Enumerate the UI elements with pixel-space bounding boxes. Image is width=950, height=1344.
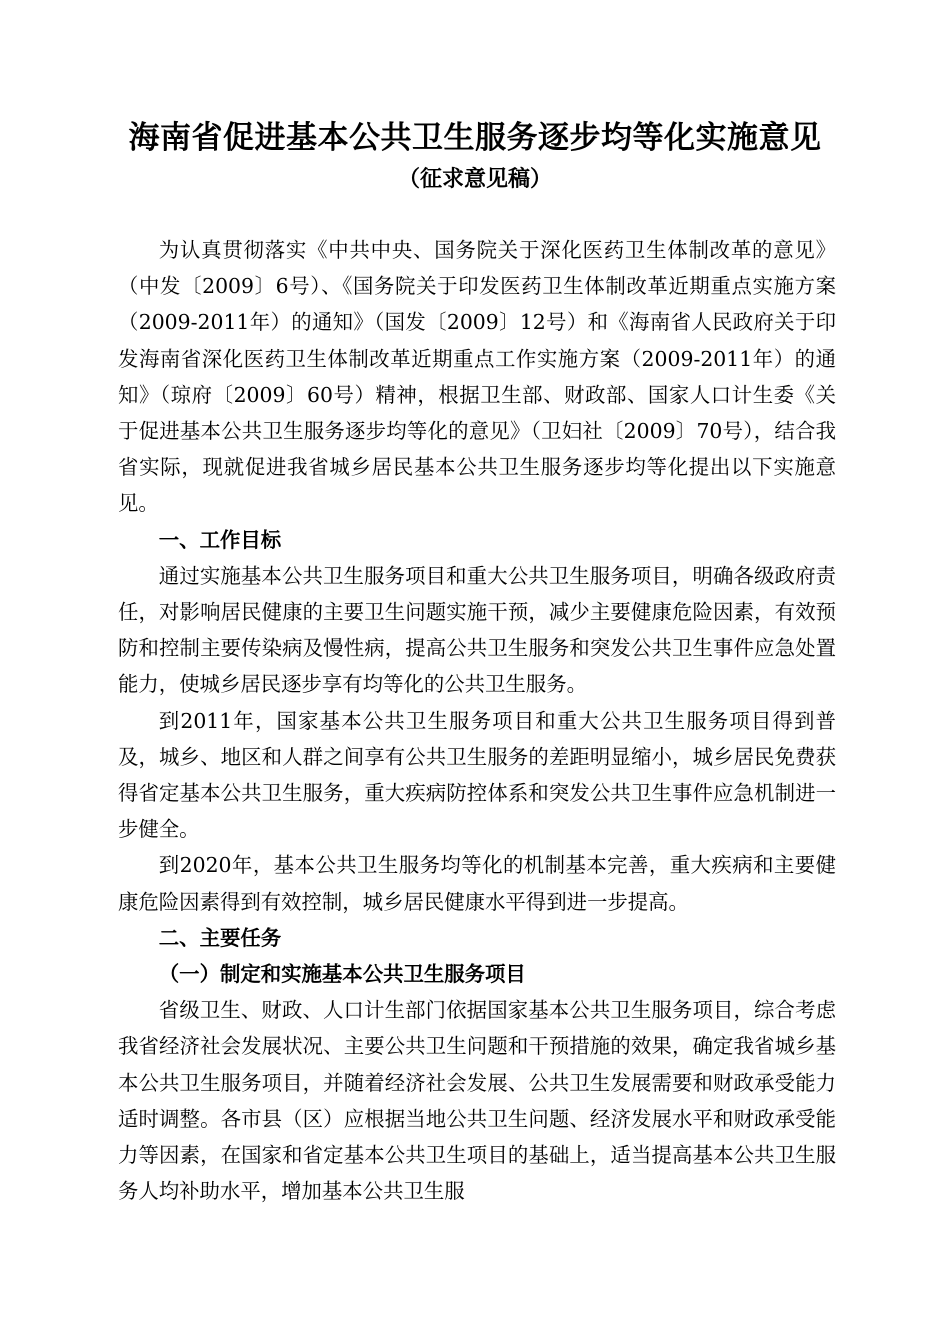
subsection-heading-1: （一）制定和实施基本公共卫生服务项目: [158, 962, 526, 987]
goal-paragraph-3: 到2020年，基本公共卫生服务均等化的机制基本完善，重大疾病和主要健康危险因素得到有效控制，城乡居民健康水平得到进一步提高。: [118, 853, 836, 914]
intro-paragraph: 为认真贯彻落实《中共中央、国务院关于深化医药卫生体制改革的意见》（中发〔2009〕6号）、《国务院关于印发医药卫生体制改革近期重点实施方案（2009-2011年）的通知》（国发〔2009〕12号）和《海南省人民政府关于印发海南省深化医药卫生体制改革近期重点工作实施方案（2009-2011年）的通知》（琼府〔2009〕60号）精神，根据卫生部、财政部、国家人口计生委《关于促进基本公共卫生服务逐步均等化的意见》（卫妇社〔2009〕70号），结合我省实际，现就促进我省城乡居民基本公共卫生服务逐步均等化提出以下实施意见。: [118, 238, 836, 516]
task-paragraph-1: 省级卫生、财政、人口计生部门依据国家基本公共卫生服务项目，综合考虑我省经济社会发展状况、主要公共卫生问题和干预措施的效果，确定我省城乡基本公共卫生服务项目，并随着经济社会发展、公共卫生发展需要和财政承受能力适时调整。各市县（区）应根据当地公共卫生问题、经济发展水平和财政承受能力等因素，在国家和省定基本公共卫生项目的基础上，适当提高基本公共卫生服务人均补助水平，增加基本公共卫生服: [118, 998, 836, 1204]
goal-paragraph-2: 到2011年，国家基本公共卫生服务项目和重大公共卫生服务项目得到普及，城乡、地区和人群之间享有公共卫生服务的差距明显缩小，城乡居民免费获得省定基本公共卫生服务，重大疾病防控体系和突发公共卫生事件应急机制进一步健全。: [118, 708, 836, 842]
document-title: 海南省促进基本公共卫生服务逐步均等化实施意见: [128, 120, 822, 156]
document-body: [118, 232, 836, 1209]
section-heading-goals: 一、工作目标: [158, 527, 282, 552]
document-subtitle: （征求意见稿）: [397, 167, 552, 192]
goal-paragraph-1: 通过实施基本公共卫生服务项目和重大公共卫生服务项目，明确各级政府责任，对影响居民健康的主要卫生问题实施干预，减少主要健康危险因素，有效预防和控制主要传染病及慢性病，提高公共卫生服务和突发公共卫生事件应急处置能力，使城乡居民逐步享有均等化的公共卫生服务。: [118, 563, 836, 697]
section-heading-tasks: 二、主要任务: [158, 925, 282, 950]
